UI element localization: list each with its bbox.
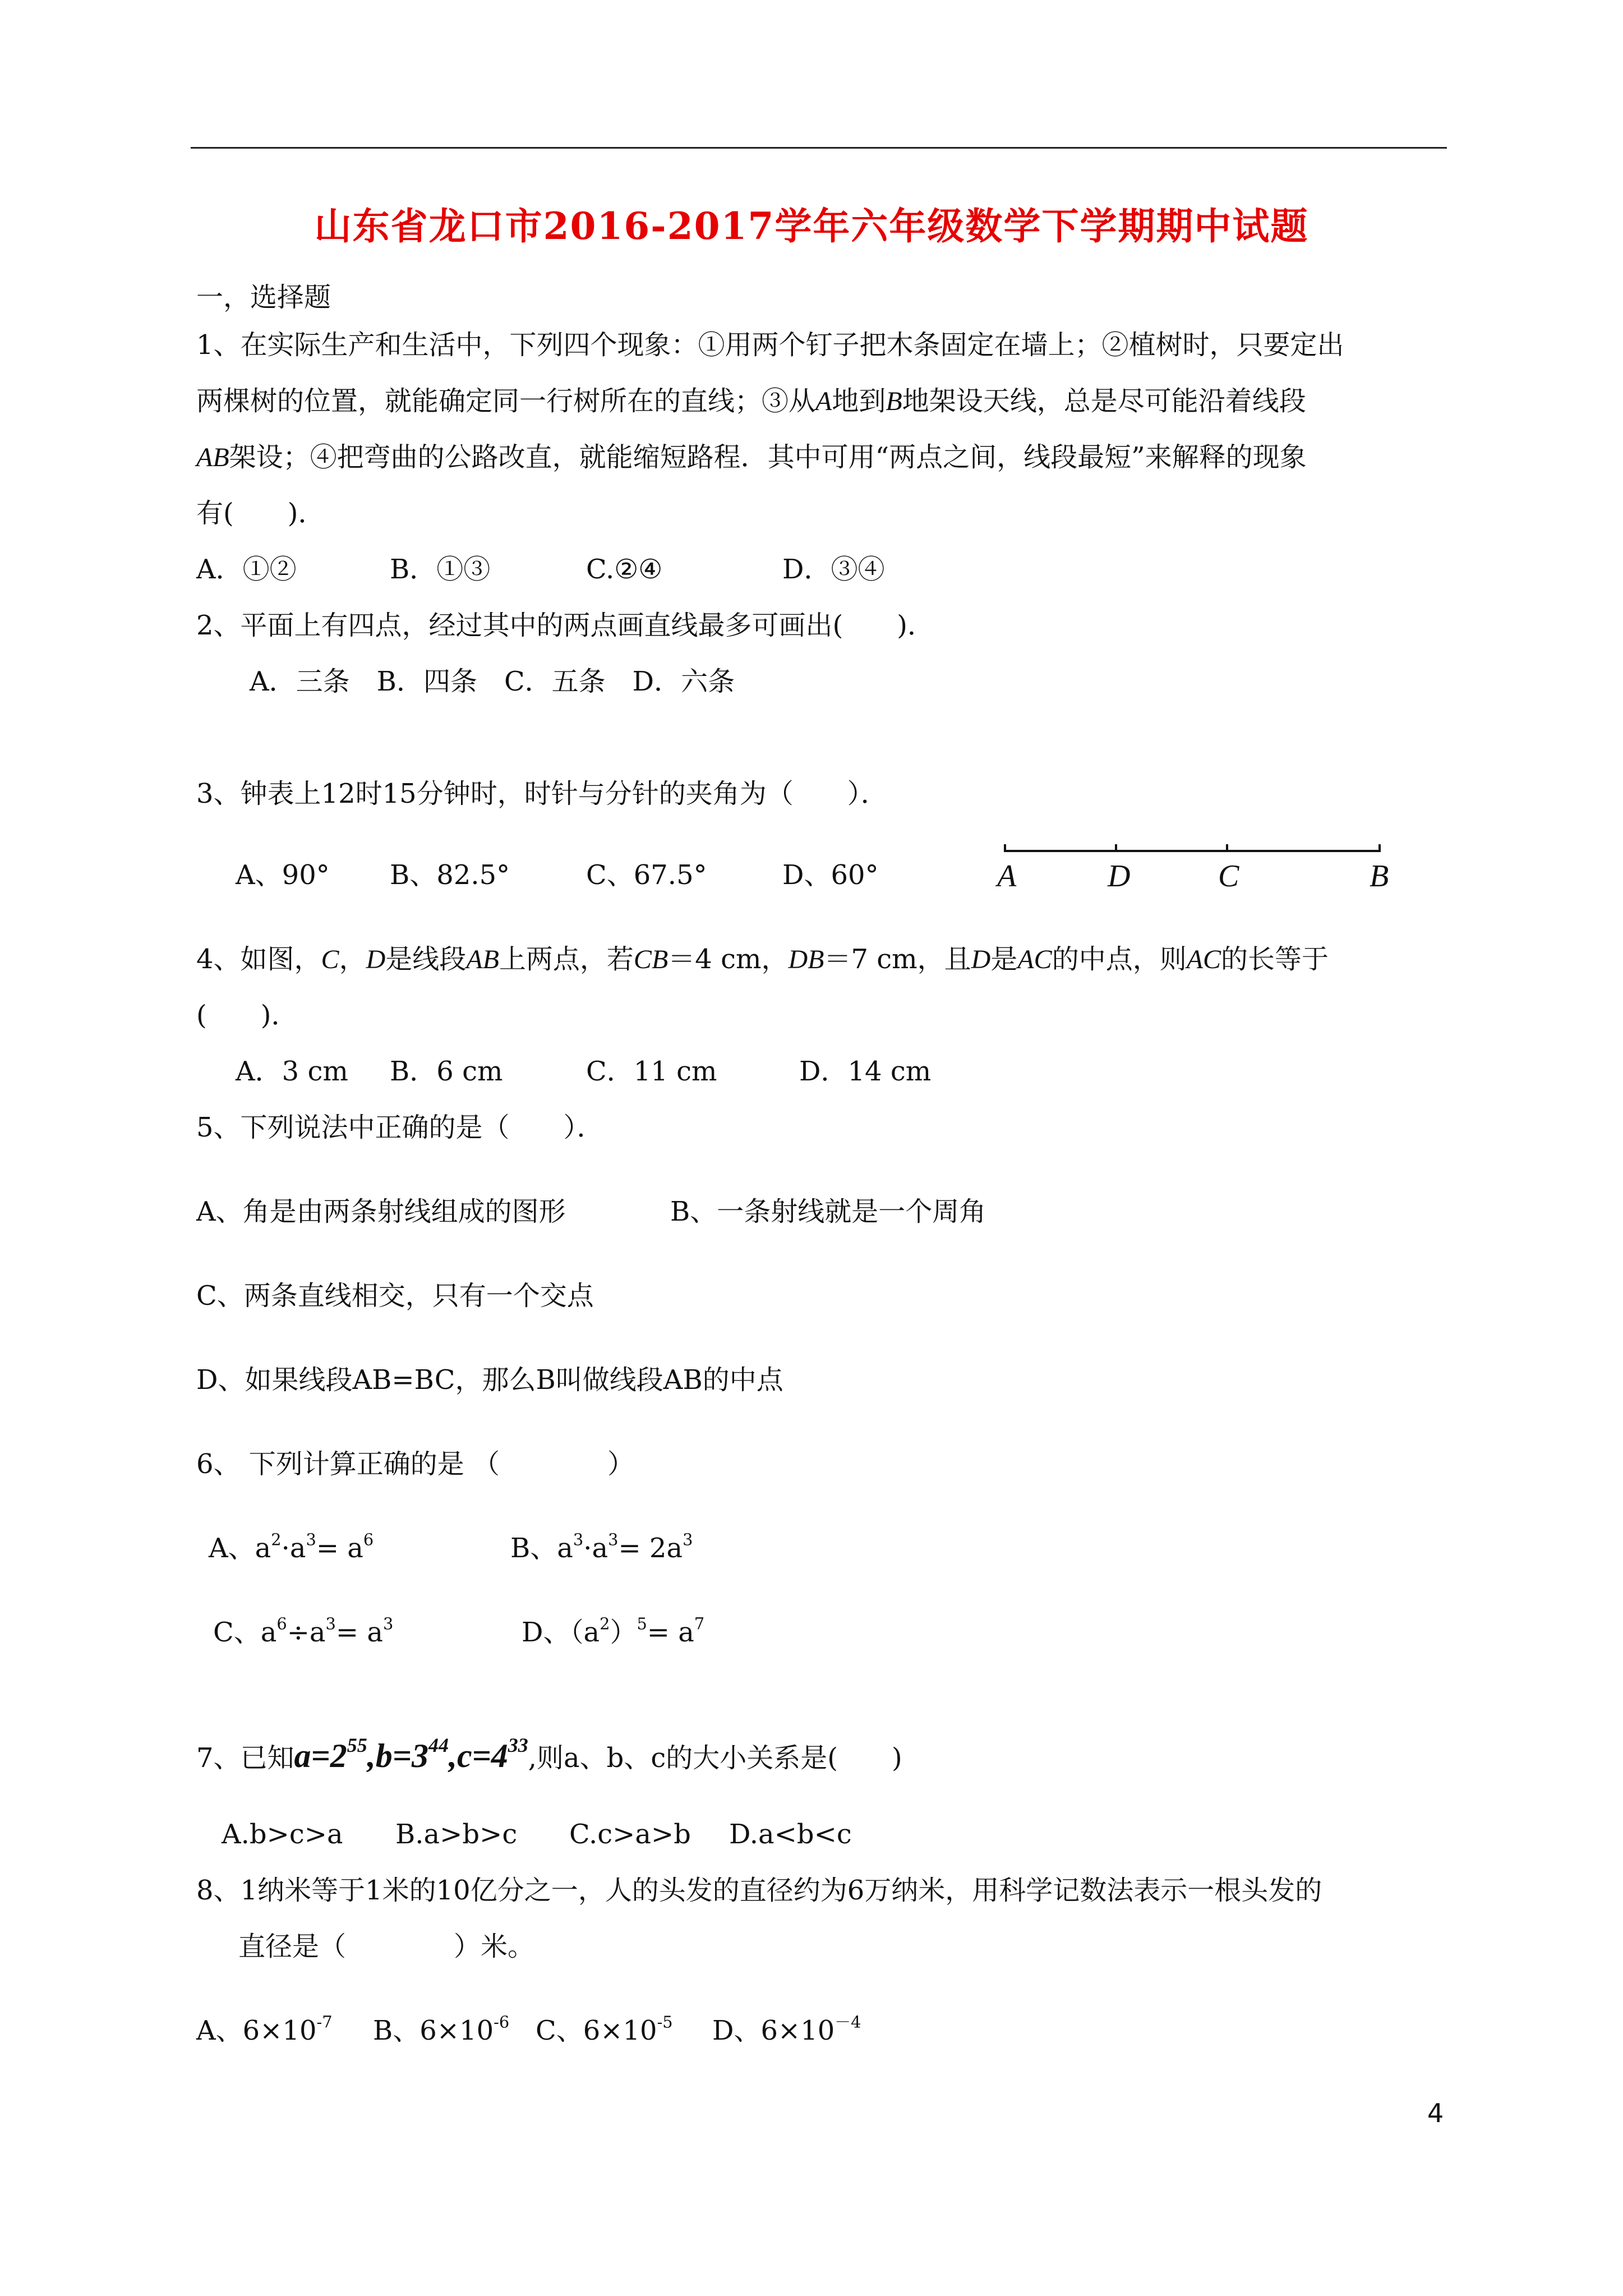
q8-line-1: 8、1纳米等于1米的10亿分之一，人的头发的直径约为6万纳米，用科学记数法表示一根头发的 bbox=[196, 1875, 1322, 1906]
q6-option-b: B、$a^3\cdot a^3= 2a^3$ bbox=[510, 1530, 693, 1564]
q1-option-b: B．①③ bbox=[390, 554, 491, 585]
q5-option-b: B、一条射线就是一个周角 bbox=[670, 1196, 986, 1227]
q2-stem: 2、平面上有四点，经过其中的两点画直线最多可画出( )． bbox=[196, 610, 934, 641]
point-label-d: D bbox=[1108, 859, 1131, 894]
q4-option-a: A．3 cm bbox=[236, 1056, 348, 1087]
q8-option-a: A、$6\times 10^{-7}$ bbox=[196, 2012, 333, 2046]
q6-option-c: C、$a^6\div a^3= a^3$ bbox=[213, 1614, 394, 1648]
q3-option-c: C、67.5° bbox=[586, 859, 707, 891]
point-label-a: A bbox=[997, 859, 1017, 894]
q5-option-c: C、两条直线相交，只有一个交点 bbox=[196, 1280, 594, 1312]
page-title: 山东省龙口市2016-2017学年六年级数学下学期期中试题 bbox=[314, 204, 1309, 248]
q3-option-b: B、82.5° bbox=[390, 859, 510, 891]
q4-option-d: D．14 cm bbox=[799, 1056, 932, 1087]
q2-options: A．三条 B．四条 C．五条 D．六条 bbox=[250, 666, 735, 697]
point-label-b: B bbox=[1370, 859, 1389, 894]
q8-option-c: C、$6\times 10^{-5}$ bbox=[536, 2012, 673, 2046]
q1-line-2: 两棵树的位置，就能确定同一行树所在的直线；③从A地到B地架设天线，总是尽可能沿着线段 bbox=[196, 385, 1306, 417]
q4-option-c: C．11 cm bbox=[586, 1056, 717, 1087]
q5-option-a: A、角是由两条射线组成的图形 bbox=[196, 1196, 566, 1227]
q4-option-b: B．6 cm bbox=[390, 1056, 503, 1087]
page-number: 4 bbox=[1427, 2098, 1444, 2128]
q7-option-c: C.c>a>b bbox=[569, 1819, 691, 1850]
q7-formula: $a=2^{55},b=3^{44},c=4^{33}$ bbox=[294, 1734, 528, 1774]
q6-option-a: A、$a^2\cdot a^3= a^6$ bbox=[209, 1530, 374, 1564]
q8-line-2: 直径是（ ）米。 bbox=[238, 1931, 535, 1962]
q1-line-3: AB架设；④把弯曲的公路改直，就能缩短路程．其中可用“两点之间，线段最短”来解释的现象 bbox=[196, 441, 1307, 473]
q3-option-d: D、60° bbox=[782, 859, 879, 891]
segment-figure bbox=[998, 839, 1391, 861]
q1-line-1: 1、在实际生产和生活中，下列四个现象：①用两个钉子把木条固定在墙上；②植树时，只要定出 bbox=[196, 329, 1344, 361]
q1-option-d: D．③④ bbox=[782, 554, 885, 585]
q8-option-b: B、$6\times 10^{-6}$ bbox=[373, 2012, 510, 2046]
q8-option-d: D、$6\times 10^{-4}$ bbox=[712, 2012, 861, 2046]
q7-option-b: B.a>b>c bbox=[395, 1819, 518, 1850]
q1-option-c: C.②④ bbox=[586, 554, 663, 585]
q7-option-a: A.b>c>a bbox=[222, 1819, 343, 1850]
q3-stem: 3、钟表上12时15分钟时，时针与分针的夹角为（ ）． bbox=[196, 778, 888, 809]
q7-option-d: D.a<b<c bbox=[729, 1819, 852, 1850]
q7-stem: 7、已知$a=2^{55},b=3^{44},c=4^{33}$,则a、b、c的大小关系是( ) bbox=[196, 1734, 902, 1774]
q6-option-d: D、$(a^2)^5= a^7$ bbox=[522, 1614, 705, 1648]
q5-stem: 5、下列说法中正确的是（ ）． bbox=[196, 1112, 604, 1143]
q5-option-d: D、如果线段AB=BC，那么B叫做线段AB的中点 bbox=[196, 1364, 783, 1396]
q1-option-a: A．①② bbox=[196, 554, 297, 585]
q4-line-2: ( )． bbox=[196, 1000, 298, 1031]
q1-line-4: 有( )． bbox=[196, 498, 325, 529]
section-heading: 一，选择题 bbox=[196, 282, 331, 313]
q6-stem: 6、 下列计算正确的是 （ ） bbox=[196, 1448, 635, 1480]
point-label-c: C bbox=[1218, 859, 1239, 894]
q3-option-a: A、90° bbox=[236, 859, 330, 891]
q4-stem: 4、如图，C，D是线段AB上两点，若CB＝4 cm，DB＝7 cm，且D是AC的中点，则AC的长等于 bbox=[196, 944, 1329, 975]
header-rule bbox=[191, 147, 1447, 149]
